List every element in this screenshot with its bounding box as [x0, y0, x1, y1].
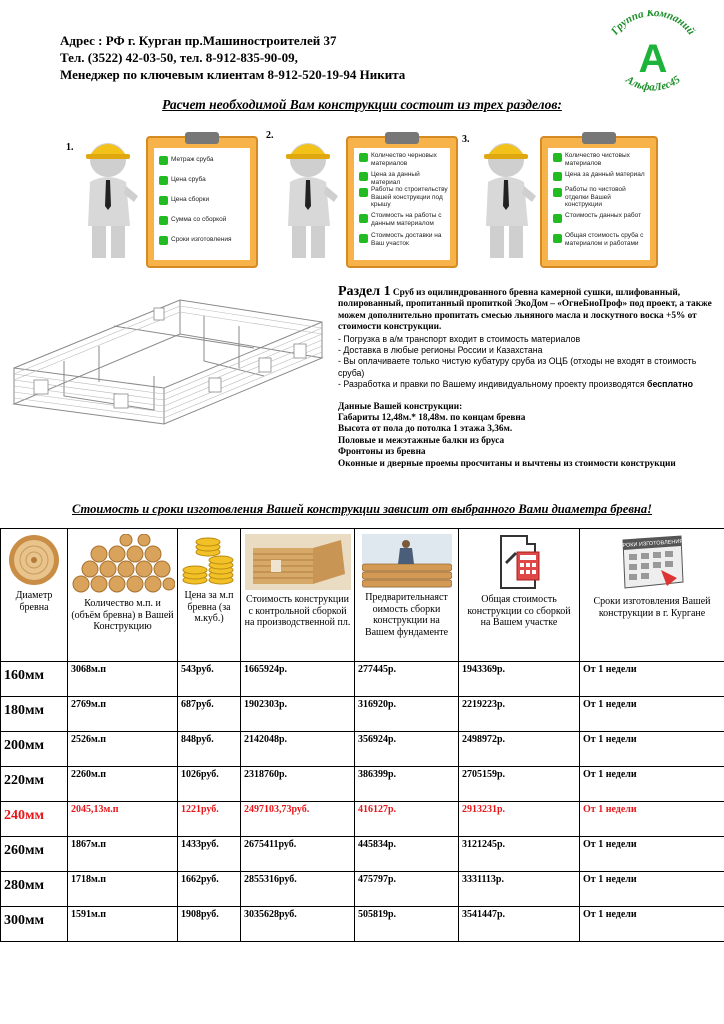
production-cost-cell: 1665924р. [241, 662, 355, 697]
header-cell [459, 529, 580, 662]
step-number: 3. [462, 134, 470, 145]
quantity-cell: 2769м.п [68, 697, 178, 732]
table-row [1, 907, 724, 942]
checklist-item: Цена сборки [171, 196, 210, 203]
header-assembly-cost: Предварительнаяст оимость сборки конструкции на Вашем фундаменте [364, 592, 449, 638]
price-table [0, 528, 724, 942]
production-cost-cell: 2855316руб. [241, 872, 355, 907]
step-panel-1 [62, 128, 262, 268]
assembly-cost-cell: 277445р. [355, 662, 459, 697]
table-row [1, 872, 724, 907]
calculator-document-icon [497, 534, 541, 590]
header-cell [580, 529, 724, 662]
worker-figure-icon [80, 134, 140, 266]
production-cost-cell: 2497103,73руб. [241, 802, 355, 837]
header-price: Цена за м.п бревна (за м.куб.) [184, 590, 234, 624]
checklist-item: Общая стоимость сруба с материалом и работами [565, 232, 644, 247]
total-cost-cell: 3121245р. [459, 837, 580, 872]
production-cost-cell: 3035628руб. [241, 907, 355, 942]
header-cell [241, 529, 355, 662]
price-cell: 848руб. [178, 732, 241, 767]
step-number: 2. [266, 130, 274, 141]
quantity-cell: 3068м.п [68, 662, 178, 697]
checklist-item: Цена за данный материал [371, 171, 420, 186]
price-cell: 543руб. [178, 662, 241, 697]
price-cell: 687руб. [178, 697, 241, 732]
calendar-icon [617, 534, 687, 592]
lead-time-cell: От 1 недели [580, 872, 724, 907]
diameter-cell: 220мм [1, 767, 68, 802]
step-panel-3 [460, 128, 660, 268]
step-number: 1. [66, 142, 74, 153]
log-end-icon [8, 534, 60, 586]
checklist-item: Сумма со сборкой [171, 216, 227, 223]
total-cost-cell: 1943369р. [459, 662, 580, 697]
assembly-cost-cell: 475797р. [355, 872, 459, 907]
price-cell: 1908руб. [178, 907, 241, 942]
calendar-label: СРОКИ ИЗГОТОВЛЕНИЯ [618, 538, 684, 550]
total-cost-cell: 2705159р. [459, 767, 580, 802]
assembly-cost-cell: 316920р. [355, 697, 459, 732]
assembly-cost-cell: 356924р. [355, 732, 459, 767]
section-bullet: - Вы оплачиваете только чистую кубатуру сруба из ОЦБ (отходы не входят в стоимость сруба) [338, 356, 697, 378]
diameter-cell: 300мм [1, 907, 68, 942]
price-cell: 1221руб. [178, 802, 241, 837]
quantity-cell: 2045,13м.п [68, 802, 178, 837]
manager-line: Менеджер по ключевым клиентам 8-912-520-19-94 Никита [60, 67, 406, 82]
assembly-cost-cell: 386399р. [355, 767, 459, 802]
step-panel-2 [262, 128, 462, 268]
price-cell: 1662руб. [178, 872, 241, 907]
lead-time-cell: От 1 недели [580, 907, 724, 942]
checklist-item: Количество черновых материалов [371, 152, 437, 167]
section-heading: Раздел 1 [338, 284, 391, 299]
header-cell [1, 529, 68, 662]
diameter-cell: 200мм [1, 732, 68, 767]
lead-time-cell: От 1 недели [580, 837, 724, 872]
table-row [1, 837, 724, 872]
worker-on-logs-icon [362, 534, 452, 588]
section-1 [338, 286, 716, 470]
checklist-item: Стоимость данных работ [565, 212, 642, 219]
price-cell: 1026руб. [178, 767, 241, 802]
header-lead-time: Сроки изготовления Вашей конструкции в г. Кургане [593, 596, 711, 619]
quantity-cell: 2526м.п [68, 732, 178, 767]
coins-icon [181, 534, 237, 586]
checklist-item: Стоимость доставки на Ваш участок [371, 232, 442, 247]
total-cost-cell: 3331113р. [459, 872, 580, 907]
production-cost-cell: 1902303р. [241, 697, 355, 732]
checklist-item: Метраж сруба [171, 156, 214, 163]
table-row [1, 662, 724, 697]
price-cell: 1433руб. [178, 837, 241, 872]
checklist-item: Цена за данный материал [565, 171, 645, 178]
diameter-cell: 280мм [1, 872, 68, 907]
construction-data-title: Данные Вашей конструкции: [338, 401, 463, 412]
construction-data-line: Габариты 12,48м.* 18,48м. по концам бревна [338, 413, 526, 424]
lead-time-cell: От 1 недели [580, 802, 724, 837]
checklist-item: Работы по строительству Вашей конструкции под крышу [371, 186, 448, 208]
construction-data-line: Высота от пола до потолка 1 этажа 3,36м. [338, 424, 513, 435]
lead-time-cell: От 1 недели [580, 662, 724, 697]
worker-figure-icon [478, 134, 538, 266]
table-row [1, 802, 724, 837]
intro-title: Расчет необходимой Вам конструкции состоит из трех разделов: [162, 97, 562, 112]
header-quantity: Количество м.п. и (объём бревна) в Вашей Конструкцию [71, 598, 174, 632]
checklist-board [540, 136, 658, 268]
diameter-cell: 160мм [1, 662, 68, 697]
total-cost-cell: 3541447р. [459, 907, 580, 942]
checklist-item: Количество чистовых материалов [565, 152, 630, 167]
total-cost-cell: 2219223р. [459, 697, 580, 732]
table-row [1, 697, 724, 732]
section-bullet-emphasis: бесплатно [647, 379, 693, 390]
header-production-cost: Стоимость конструкции с контрольной сборкой на производственной пл. [244, 594, 351, 628]
header-diameter: Диаметр бревна [15, 590, 53, 613]
header-total-cost: Общая стоимость конструкции со сборкой на Вашем участке [467, 594, 571, 628]
logo-bottom-text: АльфаЛес45 [623, 73, 683, 94]
section-bullet: - Доставка в любые регионы России и Казахстана [338, 345, 543, 356]
checklist-board [346, 136, 458, 268]
svg-text:Группа Компаний [608, 10, 697, 38]
total-cost-cell: 2913231р. [459, 802, 580, 837]
assembly-cost-cell: 505819р. [355, 907, 459, 942]
lead-time-cell: От 1 недели [580, 697, 724, 732]
quantity-cell: 1867м.п [68, 837, 178, 872]
production-cost-cell: 2675411руб. [241, 837, 355, 872]
contact-block [60, 32, 405, 83]
table-title: Стоимость и сроки изготовления Вашей конструкции зависит от выбранного Вами диаметра бревна! [72, 502, 652, 516]
header-cell [68, 529, 178, 662]
diameter-cell: 180мм [1, 697, 68, 732]
logo-letter: А [638, 37, 668, 81]
header-cell [178, 529, 241, 662]
construction-data-line: Половые и межэтажные балки из бруса [338, 435, 505, 446]
assembly-cost-cell: 445834р. [355, 837, 459, 872]
production-cost-cell: 2318760р. [241, 767, 355, 802]
section-bullet: - Погрузка в а/м транспорт входит в стоимость материалов [338, 333, 581, 344]
checklist-board [146, 136, 258, 268]
checklist-item: Сроки изготовления [171, 236, 232, 243]
worker-figure-icon [280, 134, 340, 266]
production-cost-cell: 2142048р. [241, 732, 355, 767]
quantity-cell: 1591м.п [68, 907, 178, 942]
log-pile-icon [71, 534, 175, 594]
log-house-drawing [4, 286, 326, 426]
table-row [1, 732, 724, 767]
assembly-cost-cell: 416127р. [355, 802, 459, 837]
lead-time-cell: От 1 недели [580, 767, 724, 802]
table-header-row [1, 529, 724, 662]
header-cell [355, 529, 459, 662]
address-line: Адрес : РФ г. Курган пр.Машиностроителей 37 [60, 33, 337, 48]
quantity-cell: 1718м.п [68, 872, 178, 907]
phones-line: Тел. (3522) 42-03-50, тел. 8-912-835-90-09, [60, 50, 298, 65]
assembly-photo-icon [245, 534, 351, 590]
construction-data-line: Фронтоны из бревна [338, 447, 426, 458]
checklist-item: Стоимость на работы с данным материалом [371, 212, 442, 227]
table-row [1, 767, 724, 802]
checklist-item: Работы по чистовой отделки Вашей конструкции [565, 186, 626, 208]
company-logo [598, 10, 708, 98]
checklist-item: Цена сруба [171, 176, 206, 183]
diameter-cell: 240мм [1, 802, 68, 837]
logo-top-text: Группа Компаний [608, 10, 698, 38]
quantity-cell: 2260м.п [68, 767, 178, 802]
construction-data-line: Оконные и дверные проемы просчитаны и вычтены из стоимости конструкции [338, 458, 676, 469]
diameter-cell: 260мм [1, 837, 68, 872]
lead-time-cell: От 1 недели [580, 732, 724, 767]
section-intro: Сруб из оцилиндрованного бревна камерной сушки, шлифованный, полированный, пропитанный пропиткой ЭкоДом – «ОгнеБиоПроф» под проект, а также можем дополнительно пропитать смесью льняного масла и лоскутного воска +5% от стоимости конструкции. [338, 288, 712, 333]
total-cost-cell: 2498972р. [459, 732, 580, 767]
section-bullet: - Разработка и правки по Вашему индивидуальному проекту производятся [338, 379, 648, 390]
